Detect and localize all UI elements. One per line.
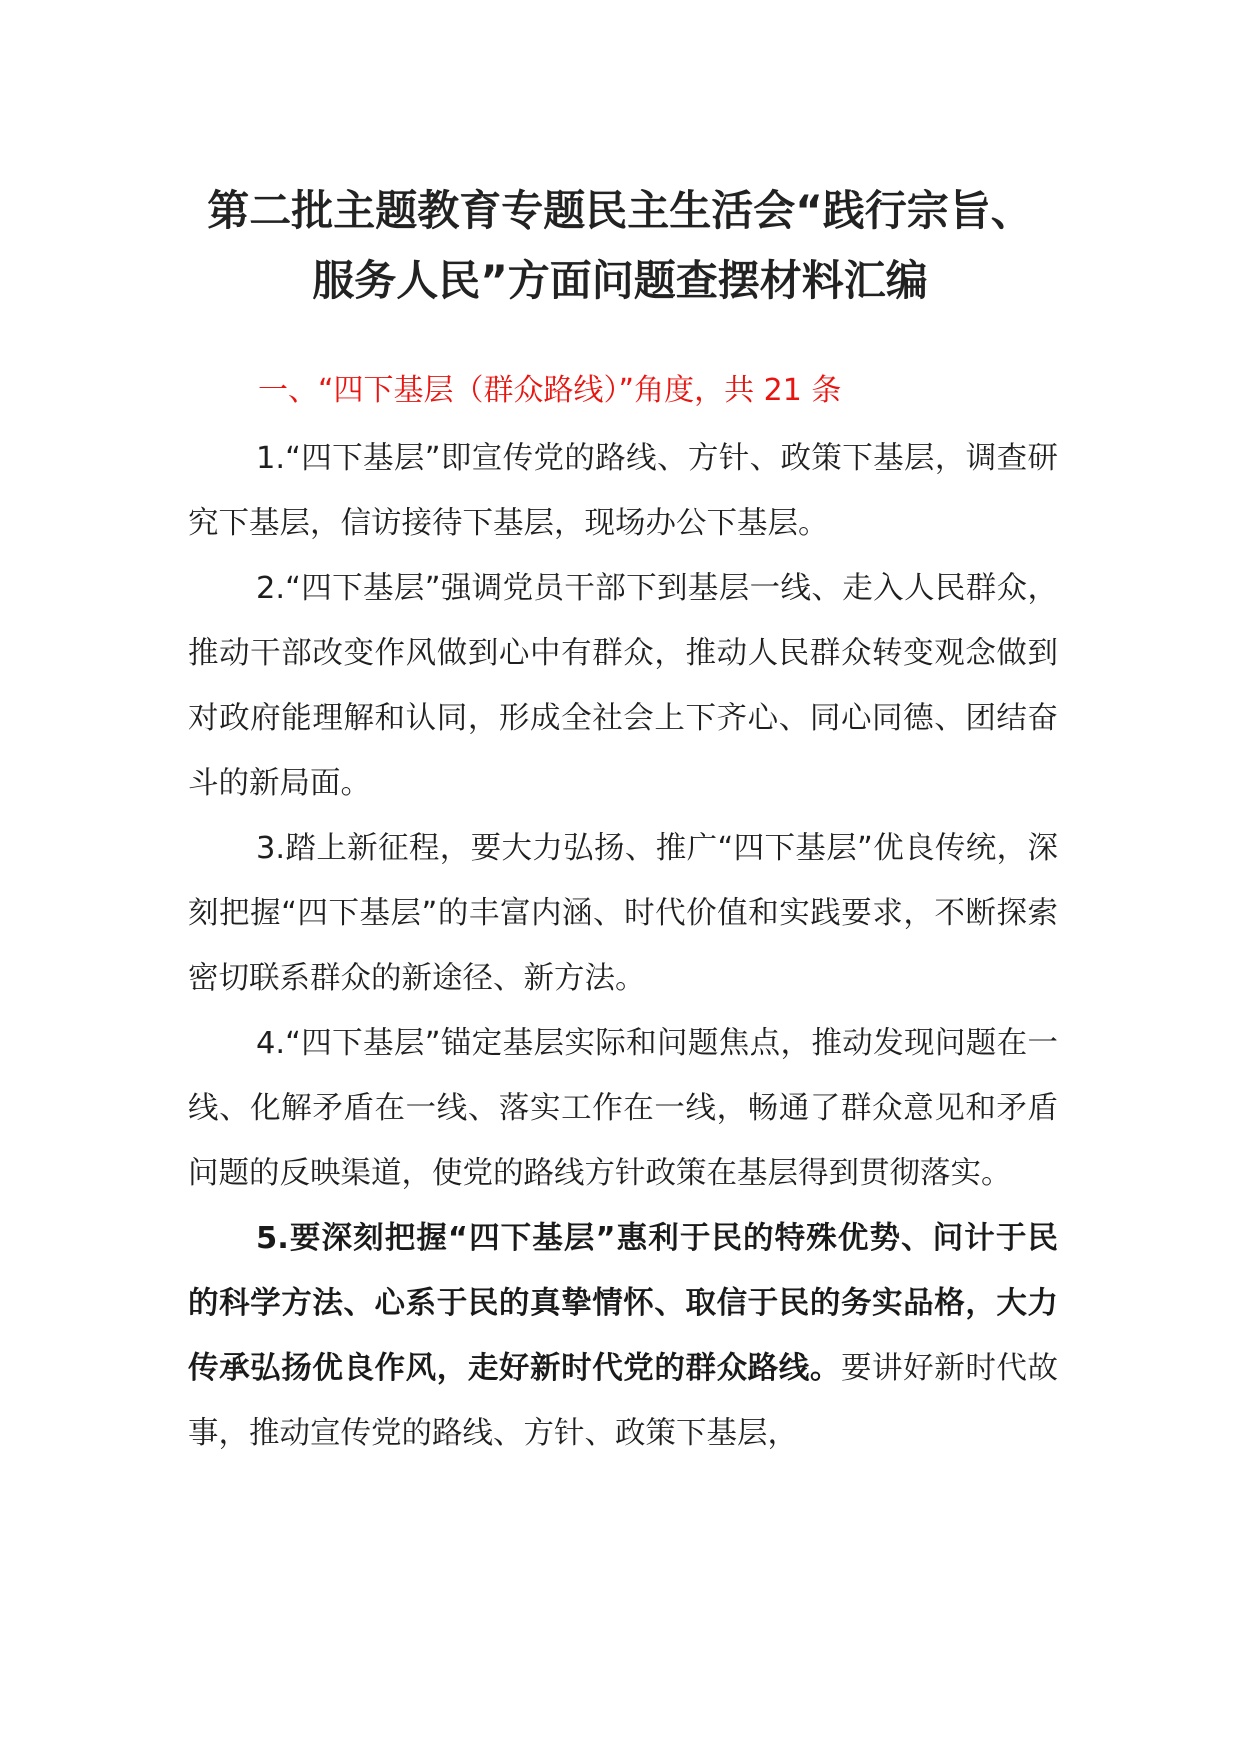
title-line-1: 第二批主题教育专题民主生活会“践行宗旨、 [207,186,1033,235]
section-heading: 一、“四下基层（群众路线）”角度，共 21 条 [258,373,842,408]
document-title [150,176,1090,316]
paragraph-5-bold: 5.要深刻把握“四下基层”惠利于民的特殊优势、问计于民的科学方法、心系于民的真挚情怀、取信于民的务实品格，大力传承弘扬优良作风，走好新时代党的群众路线。 [188,1221,1058,1386]
paragraph-4: 4.“四下基层”锚定基层实际和问题焦点，推动发现问题在一线、化解矛盾在一线、落实工作在一线，畅通了群众意见和矛盾问题的反映渠道，使党的路线方针政策在基层得到贯彻落实。 [188,1026,1058,1191]
paragraph-1: 1.“四下基层”即宣传党的路线、方针、政策下基层，调查研究下基层，信访接待下基层，现场办公下基层。 [188,441,1058,541]
paragraph-3: 3.踏上新征程，要大力弘扬、推广“四下基层”优良传统，深刻把握“四下基层”的丰富内涵、时代价值和实践要求，不断探索密切联系群众的新途径、新方法。 [188,831,1058,996]
title-line-2: 服务人民”方面问题查摆材料汇编 [312,256,928,305]
paragraph-2: 2.“四下基层”强调党员干部下到基层一线、走入人民群众，推动干部改变作风做到心中有群众，推动人民群众转变观念做到对政府能理解和认同，形成全社会上下齐心、同心同德、团结奋斗的新局面。 [188,571,1058,801]
document-body [188,426,1058,1466]
paragraph-5-rest: 要讲好新时代故事，推动宣传党的路线、方针、政策下基层， [188,1351,1059,1451]
paragraph-5 [188,1206,1058,1466]
